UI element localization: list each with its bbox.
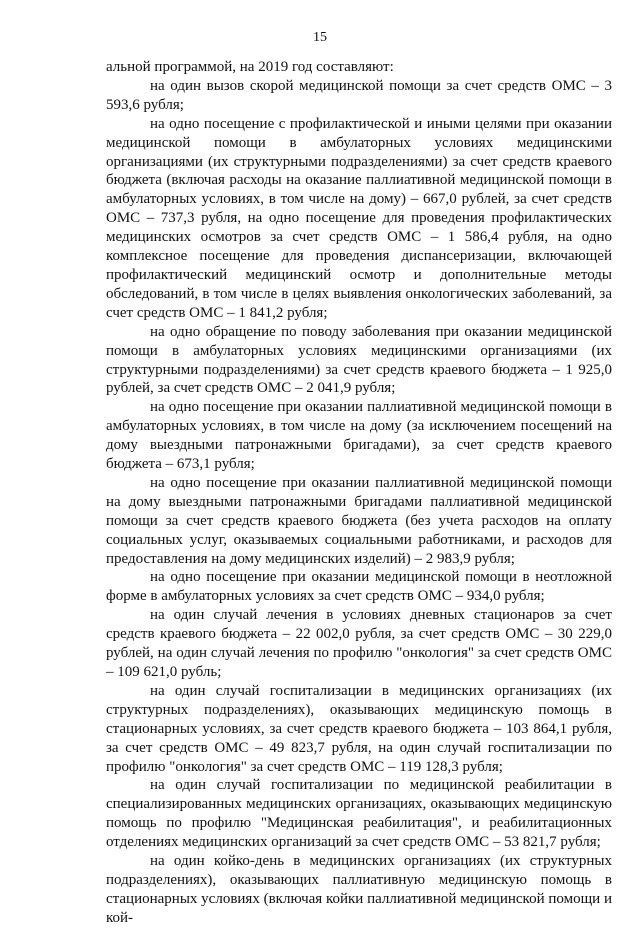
paragraph-preventive-visit: на одно посещение с профилактической и иными целями при оказании медицинской помощи в амбулаторных условиях медицинскими организациями (их структурными подразделениями) за счет средств краевого бюджета (включая расходы на оказание паллиативной медицинской помощи в амбулаторных условиях, в том числе на дому) – 667,0 рублей, за счет средств ОМС – 737,3 рубля, на одно посещение для проведения профилактических медицинских осмотров за счет средств ОМС – 1 586,4 рубля, на одно комплексное посещение для проведения диспансеризации, включающей профилактический медицинский осмотр и дополнительные методы обследований, в том числе в целях выявления онкологических заболеваний, за счет средств ОМС – 1 841,2 рубля;	[106, 115, 612, 321]
page-number: 15	[313, 30, 327, 45]
paragraph-ambulance-call: на один вызов скорой медицинской помощи за счет средств ОМС – 3 593,6 рубля;	[106, 77, 612, 113]
paragraph-rehabilitation: на один случай госпитализации по медицинской реабилитации в специализированных медицинских организациях, оказывающих медицинскую помощь по профилю "Медицинская реабилитация", и реабилитационных отделениях медицинских организаций за счет средств ОМС – 53 821,7 рубля;	[106, 777, 612, 851]
paragraph-palliative-visit: на одно посещение при оказании паллиативной медицинской помощи в амбулаторных условиях, в том числе на дому (за исключением посещений на дому выездными патронажными бригадами), за счет средств краевого бюджета – 673,1 рубля;	[106, 399, 612, 473]
paragraph-urgent-visit: на одно посещение при оказании медицинской помощи в неотложной форме в амбулаторных условиях за счет средств ОМС – 934,0 рубля;	[106, 569, 612, 605]
paragraph-day-hospital: на один случай лечения в условиях дневных стационаров за счет средств краевого бюджета – 22 002,0 рубля, за счет средств ОМС – 30 229,0 рублей, на один случай лечения по профилю "онкология" за счет средств ОМС – 109 621,0 рубль;	[106, 607, 612, 680]
paragraph-bed-day: на один койко-день в медицинских организациях (их структурных подразделениях), оказывающих паллиативную медицинскую помощь в стационарных условиях (включая койки паллиативной медицинской помощи и кой-	[106, 853, 612, 926]
paragraph-disease-appeal: на одно обращение по поводу заболевания при оказании медицинской помощи в амбулаторных условиях медицинскими организациями (их структурными подразделениями) за счет средств краевого бюджета – 1 925,0 рублей, за счет средств ОМС – 2 041,9 рубля;	[106, 323, 612, 397]
paragraph-intro: альной программой, на 2019 год составляют:	[106, 59, 394, 75]
document-body	[106, 58, 612, 928]
paragraph-palliative-home-visit: на одно посещение при оказании паллиативной медицинской помощи на дому выездными патронажными бригадами паллиативной медицинской помощи за счет средств краевого бюджета (без учета расходов на оплату социальных услуг, оказываемых социальными работниками, и расходов для предоставления на дому медицинских изделий) – 2 983,9 рубля;	[106, 474, 612, 567]
paragraph-hospitalization: на один случай госпитализации в медицинских организациях (их структурных подразделениях), оказывающих медицинскую помощь в стационарных условиях, за счет средств краевого бюджета – 103 864,1 рубля, за счет средств ОМС – 49 823,7 рубля, на один случай госпитализации по профилю "онкология" за счет средств ОМС – 119 128,3 рубля;	[106, 682, 612, 775]
